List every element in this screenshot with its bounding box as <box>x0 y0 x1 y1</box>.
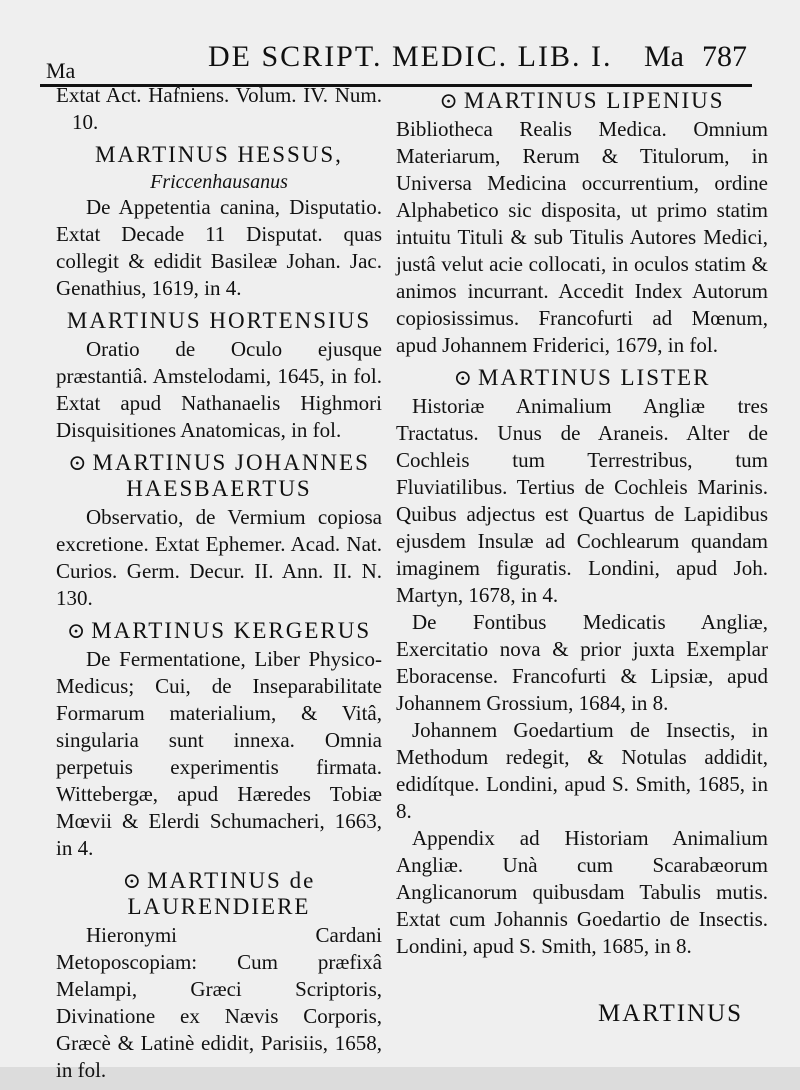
entry-body: De Appetentia canina, Disputatio. Extat Decade 11 Disputat. quas collegit & edidit Basileæ Johan. Jac. Genathius, 1619, in 4. <box>56 195 382 300</box>
author-name: MARTINUS LIPENIUS <box>463 88 725 113</box>
header-left-marker: Ma <box>46 58 76 83</box>
entry-body: Extat Act. Hafniens. Volum. IV. Num. 10. <box>56 83 382 134</box>
right-column <box>396 82 768 966</box>
entry-body: De Fermentatione, Liber Physico-Medicus; Cui, de Inseparabilitate Formarum materialium, & Vitâ, singularia sunt innexa. Omnia perpetuis experimentis firmata. Wittebergæ, apud Hæredes Tobiæ Mœvii & Elerdi Schumacheri, 1663, in 4. <box>56 647 382 860</box>
entry-paragraph: Historiæ Animalium Angliæ tres Tractatus. Unus de Araneis. Alter de Cochleis tum Terrestribus, tum Fluviatilibus. Tertius de Cochleis Marinis. Quibus adjectus est Quartus de Lapidibus ejusdem Insulæ ad Cochlearum quandam imaginem figuratis. Londini, apud Joh. Martyn, 1678, in 4. <box>396 394 768 607</box>
author-heading <box>56 618 382 644</box>
running-title: DE SCRIPT. MEDIC. LIB. I. <box>208 40 613 73</box>
entry-body: Bibliotheca Realis Medica. Omnium Materiarum, Rerum & Titulorum, in Universa Medicina occurrentium, ordine Alphabetico sic disposita, ut primo statim intuitu Tituli & sub Titulis Autores Medici, justâ velut acie collocati, in oculos statim & animos incurrant. Accedit Index Autorum copiosissimus. Francofurti ad Mœnum, apud Johannem Friderici, 1679, in fol. <box>396 117 768 357</box>
entry-body: Hieronymi Cardani Metoposcopiam: Cum præfixâ Melampi, Græci Scriptoris, Divinatione ex Nævis Corporis, Græcè & Latinè edidit, Parisiis, 1658, in fol. <box>56 923 382 1082</box>
entry-hessus <box>56 142 382 302</box>
entry-paragraph: Appendix ad Historiam Animalium Angliæ. Unà cum Scarabæorum Anglicanorum quibusdam Tabulis mutis. Extat cum Johannis Goedartio de Insectis. Londini, apud S. Smith, 1685, in 8. <box>396 826 768 958</box>
entry-haesbaertus <box>56 450 382 612</box>
author-name: MARTINUS de LAURENDIERE <box>127 868 316 919</box>
running-header <box>0 36 800 83</box>
entry-body: Oratio de Oculo ejusque præstantiâ. Amstelodami, 1645, in fol. Extat apud Nathanaelis Highmori Disquisitiones Anatomicas, in fol. <box>56 337 382 442</box>
entry-body: Observatio, de Vermium copiosa excretione. Extat Ephemer. Acad. Nat. Curios. Germ. Decur. II. Ann. II. N. 130. <box>56 505 382 610</box>
entry-hafniens <box>56 82 382 136</box>
author-name: MARTINUS LISTER <box>478 365 711 390</box>
new-entry-marker-icon: ⊙ <box>68 450 89 475</box>
author-heading <box>396 365 768 391</box>
author-heading <box>56 450 382 502</box>
page-number: 787 <box>702 40 747 73</box>
new-entry-marker-icon: ⊙ <box>66 618 88 643</box>
entry-paragraph: Johannem Goedartium de Insectis, in Methodum redegit, & Notulas addidit, edidítque. Londini, apud S. Smith, 1685, in 8. <box>396 718 768 823</box>
entry-lister <box>396 365 768 960</box>
new-entry-marker-icon: ⊙ <box>453 365 474 390</box>
new-entry-marker-icon: ⊙ <box>439 88 460 113</box>
left-column <box>56 82 382 1090</box>
author-heading: MARTINUS HESSUS, <box>95 142 343 167</box>
new-entry-marker-icon: ⊙ <box>122 868 144 893</box>
author-subheading: Friccenhausanus <box>150 171 288 193</box>
entry-kergerus <box>56 618 382 862</box>
entry-laurendiere <box>56 868 382 1084</box>
author-name: MARTINUS KERGERUS <box>91 618 372 643</box>
author-heading <box>396 88 768 114</box>
header-right-marker: Ma <box>644 40 684 73</box>
author-heading: MARTINUS HORTENSIUS <box>66 308 372 333</box>
author-name: MARTINUS JOHANNES HAESBAERTUS <box>92 450 370 501</box>
entry-lipenius <box>396 88 768 359</box>
author-heading <box>56 868 382 920</box>
catchword: MARTINUS <box>598 1000 744 1027</box>
entry-paragraph: De Fontibus Medicatis Angliæ, Exercitatio nova & prior juxta Exemplar Eboracense. Francofurti & Lipsiæ, apud Johannem Grossium, 1684, in 8. <box>396 610 768 715</box>
entry-hortensius <box>56 308 382 444</box>
